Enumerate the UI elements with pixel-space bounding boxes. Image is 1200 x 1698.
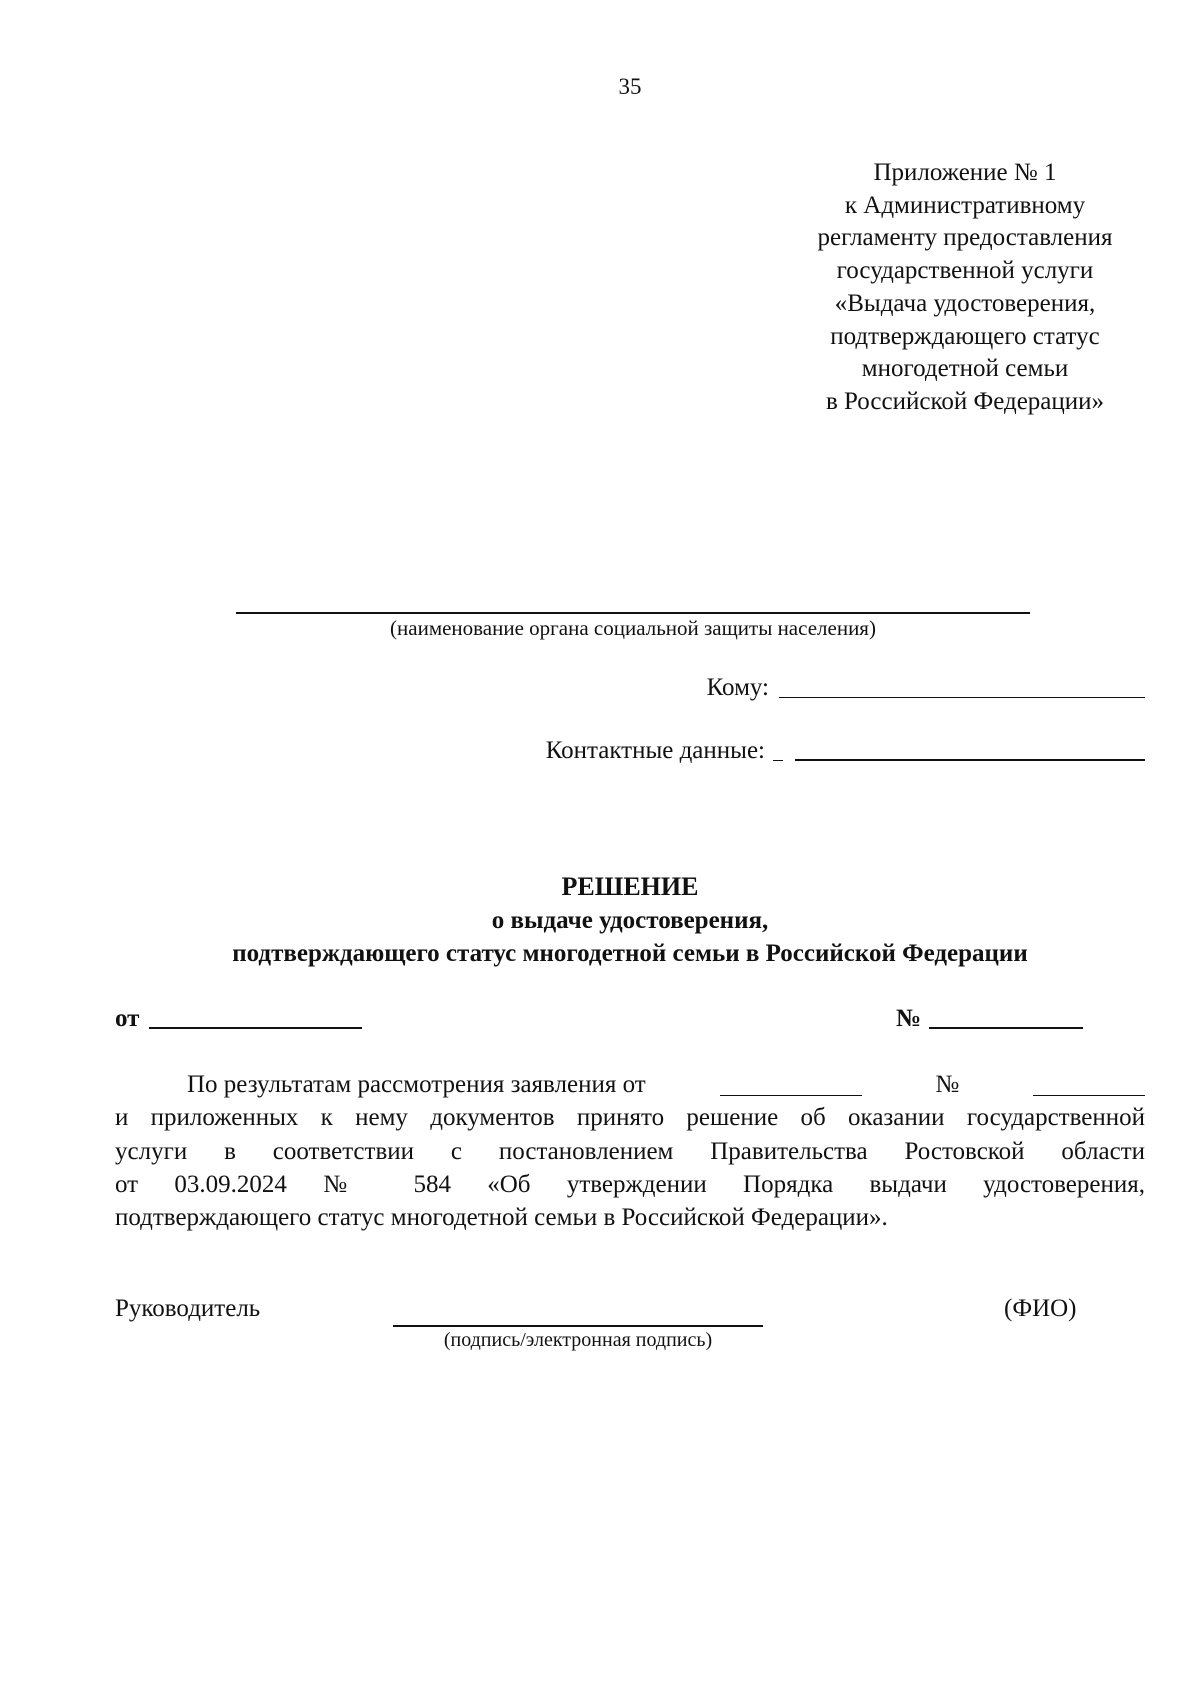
recipient-label: Кому: xyxy=(706,674,769,701)
contacts-blank[interactable] xyxy=(795,759,1145,761)
body-line-start: По результатам рассмотрения заявления от xyxy=(187,1071,646,1098)
contacts-blank-prefix xyxy=(773,760,783,761)
organization-name-blank[interactable] xyxy=(236,612,1030,614)
recipient-blank[interactable] xyxy=(779,697,1145,698)
decision-title: РЕШЕНИЕ xyxy=(561,872,699,901)
decision-number-label: № xyxy=(896,1005,922,1032)
body-line: от 03.09.2024 № 584 «Об утверждении Порядка выдачи удостоверения, xyxy=(115,1170,1145,1198)
decision-date-blank[interactable] xyxy=(149,1027,362,1029)
appendix-line: подтверждающего статус xyxy=(830,322,1100,350)
body-line: услуги в соответствии с постановлением Правительства Ростовской области xyxy=(115,1137,1145,1165)
recipient-row xyxy=(707,674,1145,702)
signature-blank[interactable] xyxy=(393,1325,763,1327)
contacts-label: Контактные данные: xyxy=(545,737,765,764)
decision-heading xyxy=(0,870,1200,971)
decision-body xyxy=(115,1068,1145,1234)
appendix-line: многодетной семьи xyxy=(861,355,1069,383)
appendix-line: к Административному xyxy=(844,191,1086,219)
decision-number-row xyxy=(896,1005,1083,1033)
appendix-line: Приложение № 1 xyxy=(873,159,1057,186)
signatory-fio: (ФИО) xyxy=(1004,1295,1077,1322)
body-line: и приложенных к нему документов принято решение об оказании государственной xyxy=(115,1104,1145,1132)
application-number-label: № xyxy=(935,1071,960,1098)
decision-subtitle-line: подтверждающего статус многодетной семьи в Российской Федерации xyxy=(232,940,1028,967)
organization-name-caption: (наименование органа социальной защиты населения) xyxy=(390,616,876,640)
decision-number-blank[interactable] xyxy=(929,1027,1083,1029)
body-line xyxy=(115,1068,1145,1101)
decision-date-row xyxy=(115,1005,362,1033)
signatory-role: Руководитель xyxy=(115,1295,261,1322)
contacts-row xyxy=(546,737,1145,765)
body-line: подтверждающего статус многодетной семьи в Российской Федерации». xyxy=(115,1204,888,1232)
appendix-line: «Выдача удостоверения, xyxy=(834,289,1096,317)
application-number-blank[interactable] xyxy=(1033,1095,1145,1096)
decision-subtitle-line: о выдаче удостоверения, xyxy=(491,906,769,934)
appendix-line: в Российской Федерации» xyxy=(825,387,1105,415)
appendix-line: государственной услуги xyxy=(836,257,1094,285)
signature-caption: (подпись/электронная подпись) xyxy=(443,1329,713,1351)
application-date-blank[interactable] xyxy=(720,1095,862,1096)
appendix-reference xyxy=(705,157,1200,419)
appendix-line: регламенту предоставления xyxy=(817,224,1113,252)
page-number: 35 xyxy=(618,74,642,99)
decision-date-label: от xyxy=(115,1005,140,1032)
